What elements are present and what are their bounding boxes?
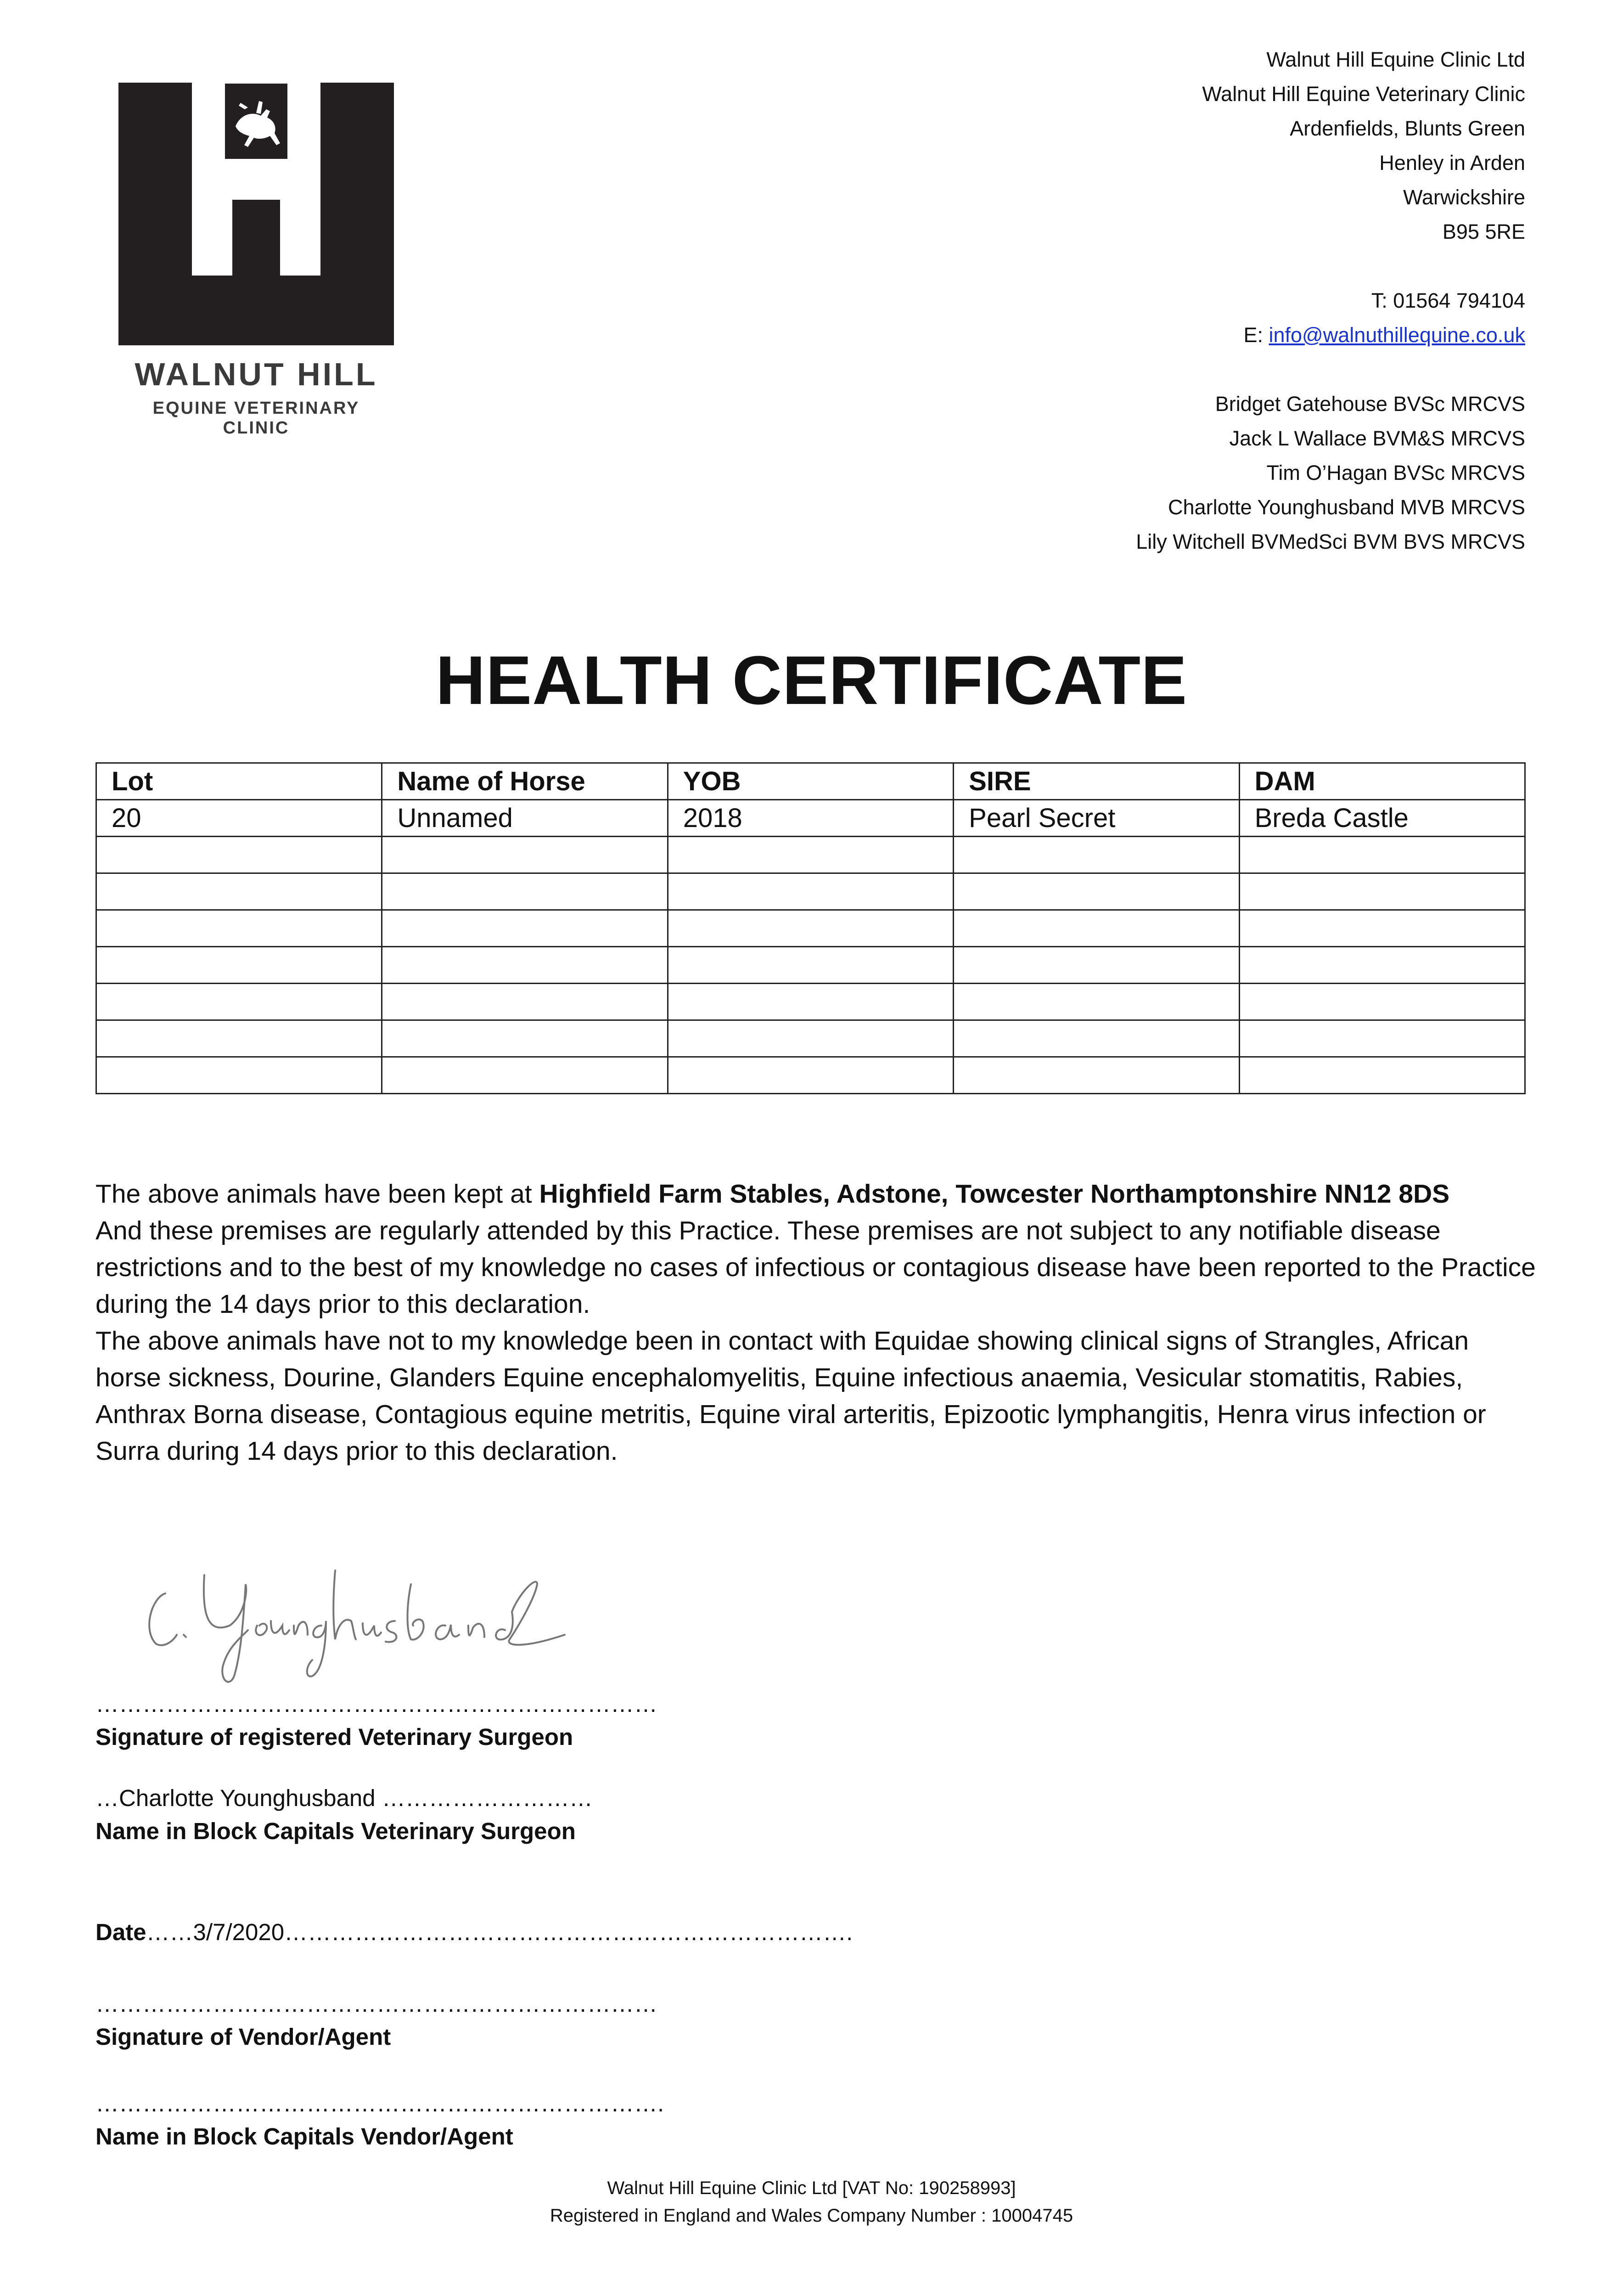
- table-row: [96, 873, 1525, 910]
- cell: [1239, 947, 1525, 984]
- cell: [382, 1057, 668, 1094]
- vet-name: Bridget Gatehouse BVSc MRCVS: [1215, 392, 1525, 416]
- cell: [382, 910, 668, 947]
- address-line: Henley in Arden: [1379, 151, 1525, 174]
- vet-name: Jack L Wallace BVM&S MRCVS: [1229, 427, 1525, 450]
- cell: [668, 1057, 953, 1094]
- cell: [96, 837, 382, 873]
- cell: [96, 984, 382, 1020]
- cell: [668, 873, 953, 910]
- cell: [382, 873, 668, 910]
- vet-signature-section: [95, 1688, 657, 1754]
- cell: Unnamed: [382, 800, 668, 837]
- cell: [954, 984, 1239, 1020]
- vet-name: Tim O’Hagan BVSc MRCVS: [1266, 461, 1525, 484]
- email-prefix: E:: [1243, 323, 1269, 347]
- walnut-hill-logo: [118, 83, 394, 345]
- cell: [382, 837, 668, 873]
- cell: [668, 984, 953, 1020]
- vet-signature-label: Signature of registered Veterinary Surgeon: [95, 1724, 573, 1750]
- horse-table: [95, 762, 1526, 1094]
- cell: [96, 1020, 382, 1057]
- email-line: [837, 318, 1525, 352]
- address-line: Ardenfields, Blunts Green: [1290, 117, 1525, 140]
- date-section: [95, 1916, 853, 1949]
- cell: [1239, 873, 1525, 910]
- vet-name-section: [95, 1782, 593, 1848]
- date-label: Date: [95, 1919, 146, 1945]
- table-header-row: [96, 763, 1525, 800]
- table-row: [96, 837, 1525, 873]
- vet-name: Lily Witchell BVMedSci BVM BVS MRCVS: [1136, 530, 1525, 553]
- header-sire: SIRE: [954, 763, 1239, 800]
- email-link[interactable]: info@walnuthillequine.co.uk: [1269, 323, 1525, 347]
- cell: [96, 1057, 382, 1094]
- vet-name-value: …Charlotte Younghusband ………………………: [95, 1785, 593, 1811]
- table-row: [96, 984, 1525, 1020]
- date-value: ……3/7/2020……………………………………………………………….: [146, 1919, 853, 1945]
- table-row: [96, 1020, 1525, 1057]
- cell: [668, 837, 953, 873]
- phone: T: 01564 794104: [1371, 289, 1525, 312]
- table-row: [96, 910, 1525, 947]
- declaration-body-1: And these premises are regularly attended by this Practice. These premises are not subject to any notifiable disease restrictions and to the best of my knowledge no cases of infectious or contagious disease have been reported to the Practice during the 14 days prior to this declaration.: [95, 1216, 1536, 1319]
- cell: [668, 947, 953, 984]
- cell: [382, 947, 668, 984]
- vendor-signature-line: ………………………………………………………………: [95, 1991, 657, 2017]
- cell: [1239, 1057, 1525, 1094]
- cell: [382, 984, 668, 1020]
- cell: [96, 910, 382, 947]
- cell: [1239, 984, 1525, 1020]
- cell: 2018: [668, 800, 953, 837]
- vet-name-label: Name in Block Capitals Veterinary Surgeon: [95, 1818, 576, 1844]
- address-line: Walnut Hill Equine Clinic Ltd: [1266, 48, 1525, 71]
- vendor-name-line: ……………………………………………………………….: [95, 2090, 664, 2116]
- cell: [668, 910, 953, 947]
- cell: [382, 1020, 668, 1057]
- cell: [668, 1020, 953, 1057]
- clinic-address: [837, 42, 1525, 559]
- cell: [954, 1020, 1239, 1057]
- header-name: Name of Horse: [382, 763, 668, 800]
- footer-vat: Walnut Hill Equine Clinic Ltd [VAT No: 190258993]: [607, 2178, 1016, 2198]
- declaration-intro: The above animals have been kept at: [95, 1179, 539, 1209]
- cell: [1239, 910, 1525, 947]
- cell: Breda Castle: [1239, 800, 1525, 837]
- brand-subtitle: EQUINE VETERINARY CLINIC: [152, 399, 360, 438]
- cell: [1239, 837, 1525, 873]
- address-line: B95 5RE: [1442, 220, 1525, 243]
- header-dam: DAM: [1239, 763, 1525, 800]
- vendor-signature-section: [95, 1987, 657, 2054]
- header-lot: Lot: [96, 763, 382, 800]
- cell: [954, 910, 1239, 947]
- footer-registration: Registered in England and Wales Company Number : 10004745: [550, 2206, 1073, 2226]
- cell: [954, 873, 1239, 910]
- cell: [96, 947, 382, 984]
- vet-signature-line: ………………………………………………………………: [95, 1691, 657, 1717]
- footer: [0, 2174, 1623, 2229]
- table-row: [96, 947, 1525, 984]
- cell: [954, 837, 1239, 873]
- cell: [1239, 1020, 1525, 1057]
- cell: [954, 1057, 1239, 1094]
- vendor-name-label: Name in Block Capitals Vendor/Agent: [95, 2123, 513, 2150]
- date-line: [95, 1916, 853, 1949]
- vendor-name-section: [95, 2087, 664, 2153]
- page-title: HEALTH CERTIFICATE: [435, 642, 1188, 719]
- declaration-para-2: The above animals have not to my knowledge been in contact with Equidae showing clinical signs of Strangles, African horse sickness, Dourine, Glanders Equine encephalomyelitis, Equine infectious anaemia, Vesicular stomatitis, Rabies, Anthrax Borna disease, Contagious equine metritis, Equine viral arteritis, Epizootic lymphangitis, Henra virus infection or Surra during 14 days prior to this declaration.: [95, 1326, 1486, 1466]
- cell: [954, 947, 1239, 984]
- premises-address: Highfield Farm Stables, Adstone, Towcester Northamptonshire NN12 8DS: [539, 1179, 1450, 1209]
- declaration: [95, 1176, 1537, 1469]
- header-yob: YOB: [668, 763, 953, 800]
- table-row: [96, 1057, 1525, 1094]
- table-row: [96, 800, 1525, 837]
- declaration-para-1: [95, 1176, 1537, 1322]
- address-line: Walnut Hill Equine Veterinary Clinic: [1202, 82, 1525, 106]
- brand-name: WALNUT HILL: [135, 356, 378, 392]
- cell: [96, 873, 382, 910]
- cell: Pearl Secret: [954, 800, 1239, 837]
- vet-name: Charlotte Younghusband MVB MRCVS: [1168, 495, 1525, 519]
- vendor-signature-label: Signature of Vendor/Agent: [95, 2024, 391, 2050]
- vet-signature-image: [124, 1557, 652, 1690]
- address-line: Warwickshire: [1403, 186, 1525, 209]
- cell: 20: [96, 800, 382, 837]
